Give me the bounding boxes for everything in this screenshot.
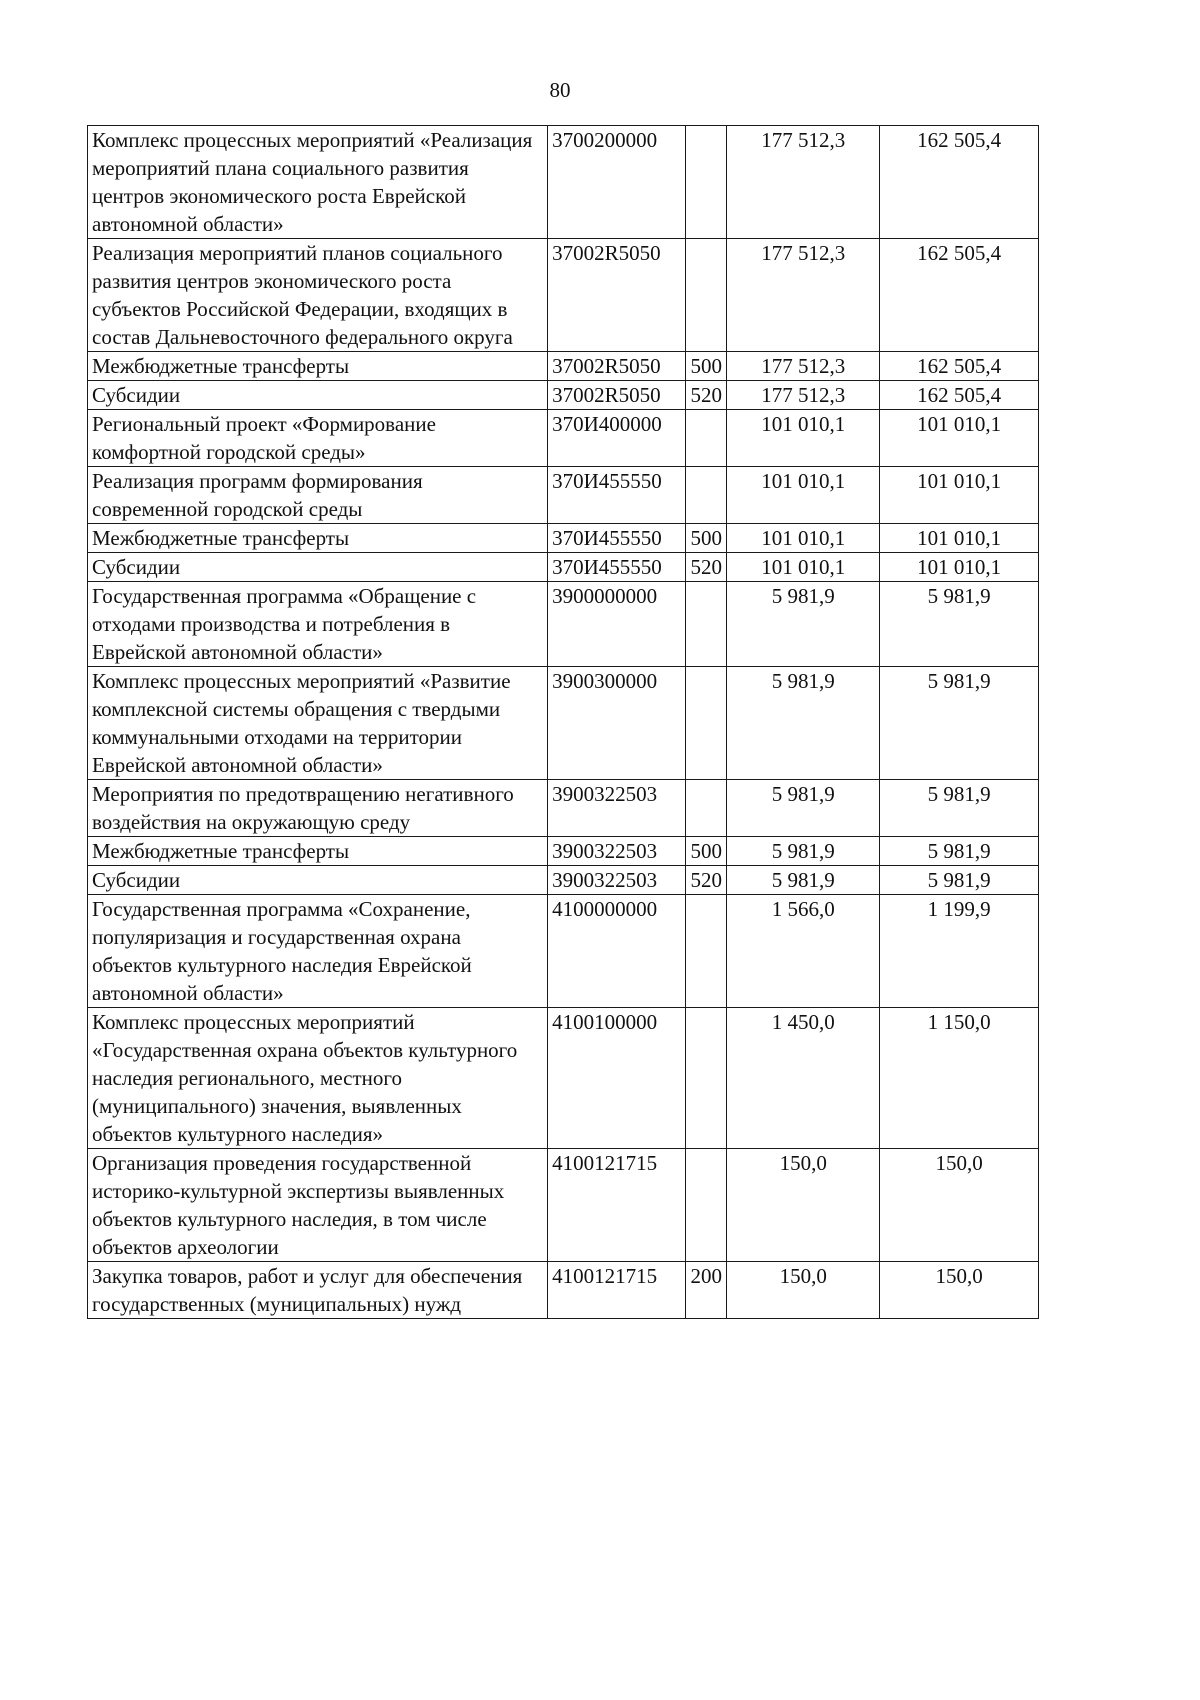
row-name-cell: Государственная программа «Сохранение, популяризация и государственная охрана объектов культурного наследия Еврейской автономной области» <box>88 895 548 1008</box>
table-row <box>88 667 1039 780</box>
row-name-cell: Комплекс процессных мероприятий «Реализация мероприятий плана социального развития центров экономического роста Еврейской автономной области» <box>88 126 548 239</box>
table-row <box>88 352 1039 381</box>
row-type-cell: 520 <box>686 866 727 895</box>
row-value2-cell: 5 981,9 <box>880 837 1039 866</box>
row-code-cell: 370И455550 <box>548 467 686 524</box>
row-name-cell: Субсидии <box>88 553 548 582</box>
row-value2-cell: 101 010,1 <box>880 410 1039 467</box>
row-code-cell: 3700200000 <box>548 126 686 239</box>
row-code-cell: 37002R5050 <box>548 352 686 381</box>
row-type-cell <box>686 780 727 837</box>
row-code-cell: 370И455550 <box>548 524 686 553</box>
row-value1-cell: 150,0 <box>727 1262 880 1319</box>
row-value1-cell: 5 981,9 <box>727 667 880 780</box>
page-number: 80 <box>549 78 571 102</box>
table-row <box>88 126 1039 239</box>
row-value1-cell: 5 981,9 <box>727 837 880 866</box>
row-value2-cell: 101 010,1 <box>880 524 1039 553</box>
row-type-cell: 200 <box>686 1262 727 1319</box>
row-type-cell <box>686 667 727 780</box>
table-row <box>88 553 1039 582</box>
row-code-cell: 4100121715 <box>548 1149 686 1262</box>
row-value2-cell: 162 505,4 <box>880 126 1039 239</box>
row-code-cell: 4100000000 <box>548 895 686 1008</box>
table-row <box>88 239 1039 352</box>
row-name-cell: Мероприятия по предотвращению негативного воздействия на окружающую среду <box>88 780 548 837</box>
row-code-cell: 3900000000 <box>548 582 686 667</box>
row-type-cell <box>686 895 727 1008</box>
row-type-cell <box>686 126 727 239</box>
row-code-cell: 37002R5050 <box>548 381 686 410</box>
row-value1-cell: 1 566,0 <box>727 895 880 1008</box>
row-value1-cell: 101 010,1 <box>727 524 880 553</box>
row-type-cell <box>686 239 727 352</box>
row-name-cell: Реализация мероприятий планов социального развития центров экономического роста субъектов Российской Федерации, входящих в состав Дальневосточного федерального округа <box>88 239 548 352</box>
row-value2-cell: 5 981,9 <box>880 667 1039 780</box>
row-value1-cell: 101 010,1 <box>727 467 880 524</box>
table-row <box>88 524 1039 553</box>
row-type-cell <box>686 1149 727 1262</box>
row-value1-cell: 5 981,9 <box>727 582 880 667</box>
row-value1-cell: 5 981,9 <box>727 780 880 837</box>
row-code-cell: 3900300000 <box>548 667 686 780</box>
row-value2-cell: 5 981,9 <box>880 780 1039 837</box>
row-code-cell: 3900322503 <box>548 780 686 837</box>
row-value2-cell: 101 010,1 <box>880 553 1039 582</box>
row-code-cell: 37002R5050 <box>548 239 686 352</box>
row-type-cell <box>686 467 727 524</box>
table-row <box>88 582 1039 667</box>
row-value2-cell: 162 505,4 <box>880 239 1039 352</box>
row-value1-cell: 101 010,1 <box>727 410 880 467</box>
row-value2-cell: 1 199,9 <box>880 895 1039 1008</box>
row-name-cell: Организация проведения государственной историко-культурной экспертизы выявленных объектов культурного наследия, в том числе объектов археологии <box>88 1149 548 1262</box>
row-value1-cell: 150,0 <box>727 1149 880 1262</box>
row-value2-cell: 150,0 <box>880 1262 1039 1319</box>
row-value1-cell: 177 512,3 <box>727 126 880 239</box>
row-type-cell: 500 <box>686 837 727 866</box>
row-name-cell: Межбюджетные трансферты <box>88 524 548 553</box>
row-value1-cell: 177 512,3 <box>727 239 880 352</box>
row-value2-cell: 162 505,4 <box>880 352 1039 381</box>
row-value2-cell: 150,0 <box>880 1149 1039 1262</box>
table-row <box>88 866 1039 895</box>
row-type-cell: 520 <box>686 553 727 582</box>
row-name-cell: Региональный проект «Формирование комфортной городской среды» <box>88 410 548 467</box>
row-name-cell: Межбюджетные трансферты <box>88 837 548 866</box>
budget-table <box>87 125 1039 1319</box>
row-name-cell: Комплекс процессных мероприятий «Государственная охрана объектов культурного наследия регионального, местного (муниципального) значения, выявленных объектов культурного наследия» <box>88 1008 548 1149</box>
row-type-cell: 520 <box>686 381 727 410</box>
row-code-cell: 4100100000 <box>548 1008 686 1149</box>
row-value2-cell: 101 010,1 <box>880 467 1039 524</box>
table-row <box>88 467 1039 524</box>
row-name-cell: Субсидии <box>88 381 548 410</box>
row-code-cell: 3900322503 <box>548 837 686 866</box>
row-code-cell: 370И455550 <box>548 553 686 582</box>
row-value1-cell: 177 512,3 <box>727 352 880 381</box>
row-value2-cell: 5 981,9 <box>880 582 1039 667</box>
row-code-cell: 3900322503 <box>548 866 686 895</box>
row-code-cell: 4100121715 <box>548 1262 686 1319</box>
row-name-cell: Межбюджетные трансферты <box>88 352 548 381</box>
row-value1-cell: 5 981,9 <box>727 866 880 895</box>
table-row <box>88 1008 1039 1149</box>
table-row <box>88 1149 1039 1262</box>
row-type-cell <box>686 582 727 667</box>
budget-table-body <box>88 126 1039 1319</box>
row-name-cell: Закупка товаров, работ и услуг для обеспечения государственных (муниципальных) нужд <box>88 1262 548 1319</box>
table-row <box>88 837 1039 866</box>
row-type-cell: 500 <box>686 524 727 553</box>
row-type-cell: 500 <box>686 352 727 381</box>
row-type-cell <box>686 410 727 467</box>
table-row <box>88 895 1039 1008</box>
row-name-cell: Государственная программа «Обращение с отходами производства и потребления в Еврейской автономной области» <box>88 582 548 667</box>
row-value2-cell: 5 981,9 <box>880 866 1039 895</box>
row-type-cell <box>686 1008 727 1149</box>
table-row <box>88 381 1039 410</box>
row-name-cell: Реализация программ формирования современной городской среды <box>88 467 548 524</box>
table-row <box>88 780 1039 837</box>
row-value1-cell: 101 010,1 <box>727 553 880 582</box>
row-value1-cell: 1 450,0 <box>727 1008 880 1149</box>
row-value2-cell: 1 150,0 <box>880 1008 1039 1149</box>
row-code-cell: 370И400000 <box>548 410 686 467</box>
row-name-cell: Субсидии <box>88 866 548 895</box>
table-row <box>88 1262 1039 1319</box>
row-value1-cell: 177 512,3 <box>727 381 880 410</box>
row-name-cell: Комплекс процессных мероприятий «Развитие комплексной системы обращения с твердыми коммунальными отходами на территории Еврейской автономной области» <box>88 667 548 780</box>
table-row <box>88 410 1039 467</box>
row-value2-cell: 162 505,4 <box>880 381 1039 410</box>
